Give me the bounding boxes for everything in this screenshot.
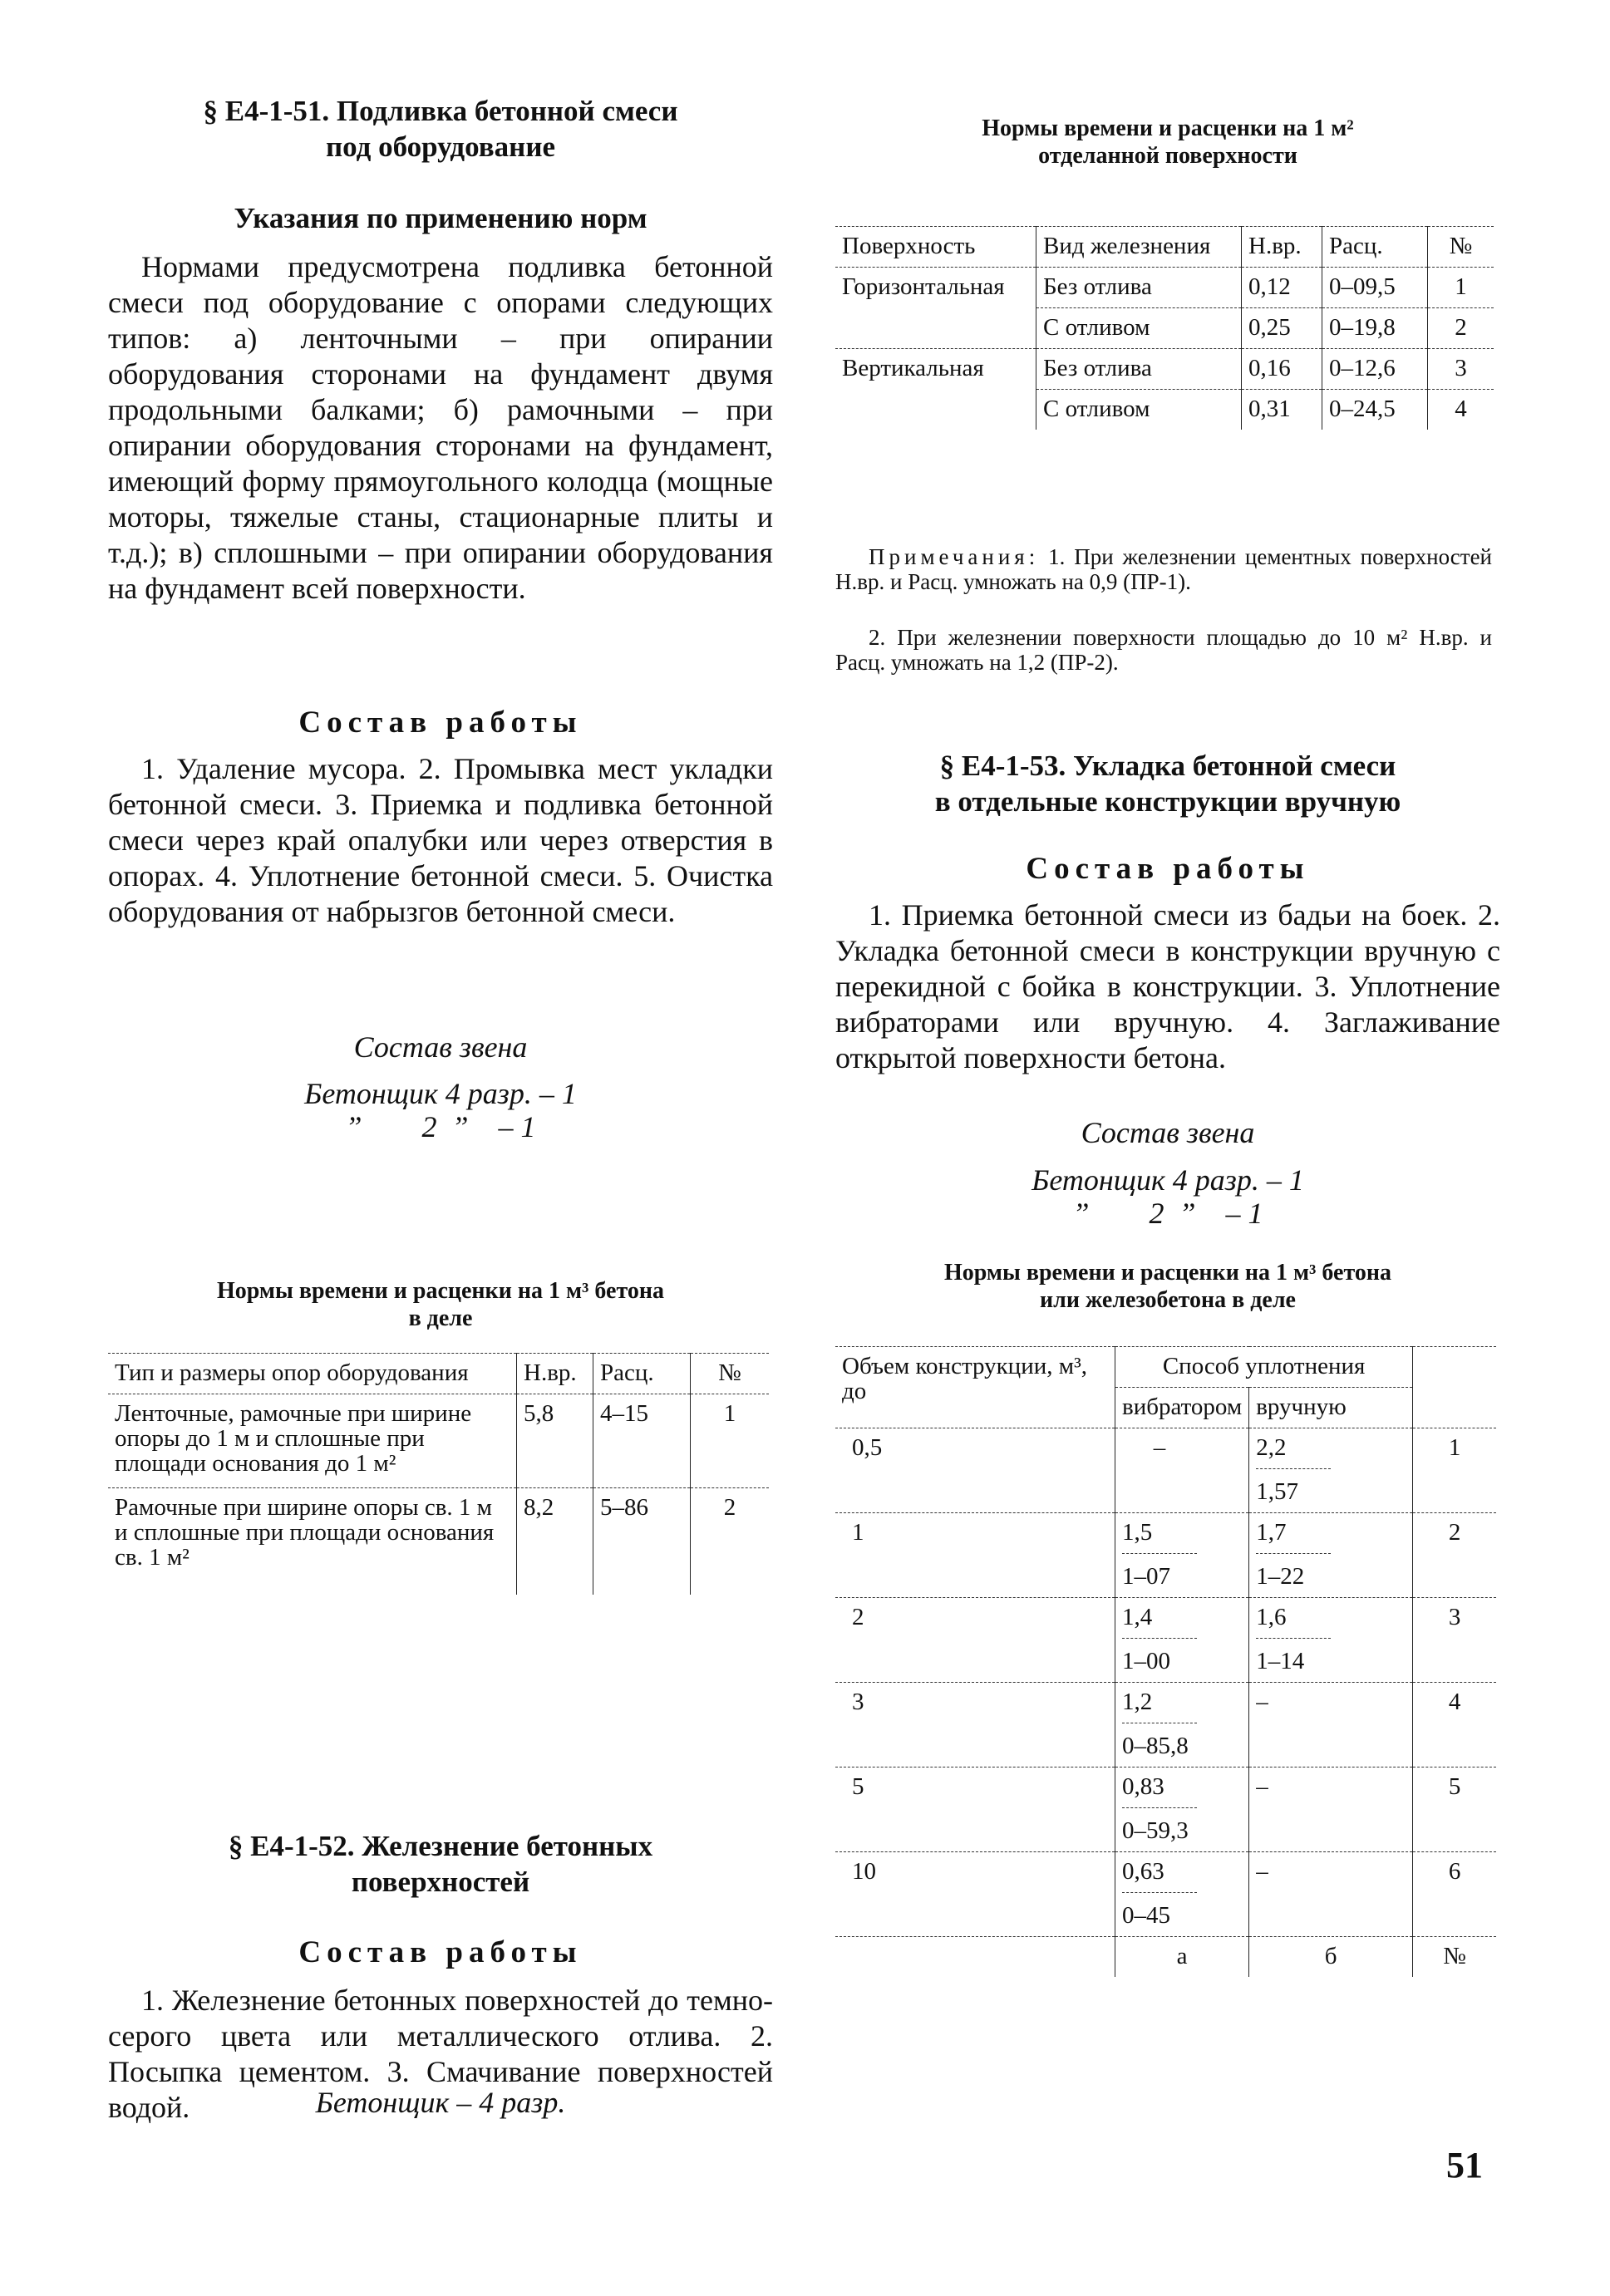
cell-surface: Вертикальная [842,355,984,381]
table-row [835,1513,1496,1598]
header-surface: Поверхность [842,233,976,259]
table-row [835,268,1494,308]
manual-norm: – [1256,1689,1268,1715]
header-manual: вручную [1249,1388,1413,1428]
cell-manual [1249,1852,1413,1937]
s51-table-caption [108,1277,773,1332]
cell-volume: 5 [852,1773,864,1800]
table-footer-row [835,1937,1496,1978]
s53-crew-line1: Бетонщик 4 разр. – 1 [1031,1163,1304,1197]
cell-no: 6 [1413,1852,1496,1937]
table-row [835,1598,1496,1683]
manual-price: 1–14 [1256,1648,1305,1674]
table-row [835,1852,1496,1937]
vibro-norm: 0,63 [1122,1859,1197,1893]
cell-vibro [1115,1852,1249,1937]
vibro-norm: 0,83 [1122,1774,1197,1808]
s53-crew-line2: ” 2 ” – 1 [1072,1197,1263,1230]
cell-manual [1249,1428,1413,1513]
cell-manual [1249,1513,1413,1598]
cell-nvr: 0,25 [1242,308,1322,349]
cell-manual [1249,1598,1413,1683]
cell-rasc: 0–24,5 [1322,390,1428,430]
manual-norm: 2,2 [1256,1435,1331,1469]
s52-note2: 2. При железнении поверхности площадью до 10 м² Н.вр. и Расц. умножать на 1,2 (ПР-2). [835,625,1492,675]
s53-work-heading: Состав работы [1026,852,1310,886]
vibro-price: 0–85,8 [1122,1733,1189,1759]
footer-a: а [1115,1937,1249,1978]
cell-nvr: 0,31 [1242,390,1322,430]
cell-no: 1 [1428,268,1494,308]
manual-norm: 1,6 [1256,1605,1331,1639]
s52-work-text: 1. Железнение бетонных поверхностей до темно-серого цвета или металлического отлива. 2. Посыпка цементом. 3. Смачивание поверхностей водой. [108,1984,773,2124]
footer-b: б [1249,1937,1413,1978]
cell-nvr: 8,2 [517,1488,593,1595]
cell-type: Ленточные, рамочные при ширине опоры до 1 м и сплошные при площади основания до 1 м² [115,1400,472,1477]
s52-crew-line: Бетонщик – 4 разр. [315,2086,566,2119]
cell-rasc: 0–12,6 [1322,349,1428,390]
cell-rasc: 4–15 [593,1394,691,1488]
s53-table-caption [835,1259,1500,1314]
header-no: № [691,1354,770,1394]
manual-price: 1–22 [1256,1563,1305,1590]
header-no-empty [1413,1347,1496,1428]
s53-title-line2: в отдельные конструкции вручную [934,785,1401,818]
cell-no: 3 [1413,1598,1496,1683]
s52-title [108,1828,773,1900]
header-kind: Вид железнения [1036,227,1242,268]
header-volume: Объем конструкции, м³, до [835,1347,1115,1428]
vibro-norm: 1,4 [1122,1605,1197,1639]
cell-no: 2 [1413,1513,1496,1598]
cell-manual [1249,1683,1413,1767]
s53-crew-heading: Состав звена [1081,1116,1255,1149]
s51-title-line2: под оборудование [325,130,556,163]
vibro-price: 0–59,3 [1122,1817,1189,1844]
s53-title-line1: § Е4-1-53. Укладка бетонной смеси [939,750,1396,782]
vibro-norm: 1,5 [1122,1520,1197,1554]
manual-norm: – [1256,1773,1268,1800]
cell-vibro [1115,1767,1249,1852]
cell-vibro [1115,1428,1249,1513]
cell-vibro [1115,1683,1249,1767]
s52-work-heading: Состав работы [298,1935,583,1969]
cell-vibro [1115,1598,1249,1683]
cell-no: 2 [691,1488,770,1595]
table-row [835,1428,1496,1513]
header-rasc: Расц. [593,1354,691,1394]
s51-norms-table [108,1353,769,1595]
cell-surface: Горизонтальная [842,273,1005,300]
cell-rasc: 0–09,5 [1322,268,1428,308]
cell-nvr: 0,12 [1242,268,1322,308]
cell-type: Рамочные при ширине опоры св. 1 м и сплошные при площади основания св. 1 м² [115,1494,495,1571]
cell-kind: С отливом [1036,390,1242,430]
header-method: Способ уплотнения [1115,1347,1413,1388]
table-row [835,1767,1496,1852]
s52-norms-table [835,226,1494,430]
s51-table-caption-line1: Нормы времени и расценки на 1 м³ бетона [216,1278,664,1304]
manual-price: 1,57 [1256,1478,1298,1505]
s52-title-line1: § Е4-1-52. Железнение бетонных [228,1830,653,1862]
s51-crew-line1: Бетонщик 4 разр. – 1 [304,1077,577,1110]
cell-no: 4 [1413,1683,1496,1767]
cell-no: 1 [1413,1428,1496,1513]
vibro-norm: 1,2 [1122,1689,1197,1723]
cell-kind: Без отлива [1036,349,1242,390]
cell-no: 4 [1428,390,1494,430]
header-rasc: Расц. [1322,227,1428,268]
cell-volume: 2 [852,1604,864,1630]
table-row [835,1683,1496,1767]
manual-norm: – [1256,1858,1268,1885]
cell-rasc: 0–19,8 [1322,308,1428,349]
footer-empty [835,1937,1115,1978]
header-vibro: вибратором [1115,1388,1249,1428]
table-header-row [835,227,1494,268]
s51-table-caption-line2: в деле [408,1305,473,1331]
s52-table-caption-line2: отделанной поверхности [1038,143,1297,169]
table-row [835,349,1494,390]
cell-kind: С отливом [1036,308,1242,349]
s53-table-caption-line1: Нормы времени и расценки на 1 м³ бетона [943,1260,1391,1286]
cell-no: 1 [691,1394,770,1488]
s51-title [108,93,773,165]
cell-manual [1249,1767,1413,1852]
footer-no: № [1413,1937,1496,1978]
cell-volume: 3 [852,1689,864,1715]
cell-nvr: 0,16 [1242,349,1322,390]
vibro-norm: – [1153,1434,1166,1461]
s51-guide-heading: Указания по применению норм [234,202,647,234]
cell-no: 2 [1428,308,1494,349]
vibro-price: 1–00 [1122,1648,1170,1674]
s51-title-line1: § Е4-1-51. Подливка бетонной смеси [203,95,678,127]
cell-volume: 10 [852,1858,876,1885]
s51-work-heading: Состав работы [298,706,583,740]
cell-volume: 1 [852,1519,864,1546]
s51-crew-line2: ” 2 ” – 1 [345,1110,536,1143]
s51-work-text: 1. Удаление мусора. 2. Промывка мест укладки бетонной смеси. 3. Приемка и подливка бетонной смеси через край опалубки или через отверстия в опорах. 4. Уплотнение бетонной смеси. 5. Очистка оборудования от набрызгов бетонной смеси. [108,752,773,928]
header-no: № [1428,227,1494,268]
manual-norm: 1,7 [1256,1520,1331,1554]
cell-volume: 0,5 [852,1434,883,1461]
cell-rasc: 5–86 [593,1488,691,1595]
table-header-row [835,1347,1496,1388]
notes-label: Примечания: [869,544,1040,569]
cell-nvr: 5,8 [517,1394,593,1488]
cell-no: 3 [1428,349,1494,390]
table-row [108,1488,769,1595]
header-support-type: Тип и размеры опор оборудования [115,1359,469,1386]
cell-no: 5 [1413,1767,1496,1852]
s51-guide-text: Нормами предусмотрена подливка бетонной смеси под оборудование с опорами следующих типов: а) ленточными – при опирании оборудования сторонами на фундамент двумя продольными балками; б) рамочными – при опирании оборудования сторонами на фундамент, имеющий форму прямоугольного колодца (мощные моторы, тяжелые станы, стационарные плиты и т.д.); в) сплошными – при опирании оборудования на фундамент всей поверхности. [108,250,773,605]
table-row [108,1394,769,1488]
note1-text: 1. При железнении цементных поверхностей Н.вр. и Расц. умножать на 0,9 (ПР-1). [835,544,1493,594]
s53-table-caption-line2: или железобетона в деле [1040,1287,1296,1313]
s52-title-line2: поверхностей [351,1866,530,1898]
s52-table-caption [835,115,1500,170]
s53-norms-table [835,1346,1496,1977]
s53-work-text: 1. Приемка бетонной смеси из бадьи на боек. 2. Укладка бетонной смеси в конструкции вручную с перекидной с бойка в конструкции. 3. Уплотнение вибраторами или вручную. 4. Заглаживание открытой поверхности бетона. [835,898,1500,1074]
cell-vibro [1115,1513,1249,1598]
s52-table-caption-line1: Нормы времени и расценки на 1 м² [982,116,1354,141]
table-header-row [108,1354,769,1394]
s51-crew-heading: Состав звена [353,1030,528,1064]
s53-title [835,748,1500,819]
s52-note1 [835,544,1492,594]
vibro-price: 0–45 [1122,1902,1170,1929]
vibro-price: 1–07 [1122,1563,1170,1590]
header-nvr: Н.вр. [1242,227,1322,268]
header-nvr: Н.вр. [517,1354,593,1394]
cell-kind: Без отлива [1036,268,1242,308]
page-number: 51 [1446,2145,1483,2185]
